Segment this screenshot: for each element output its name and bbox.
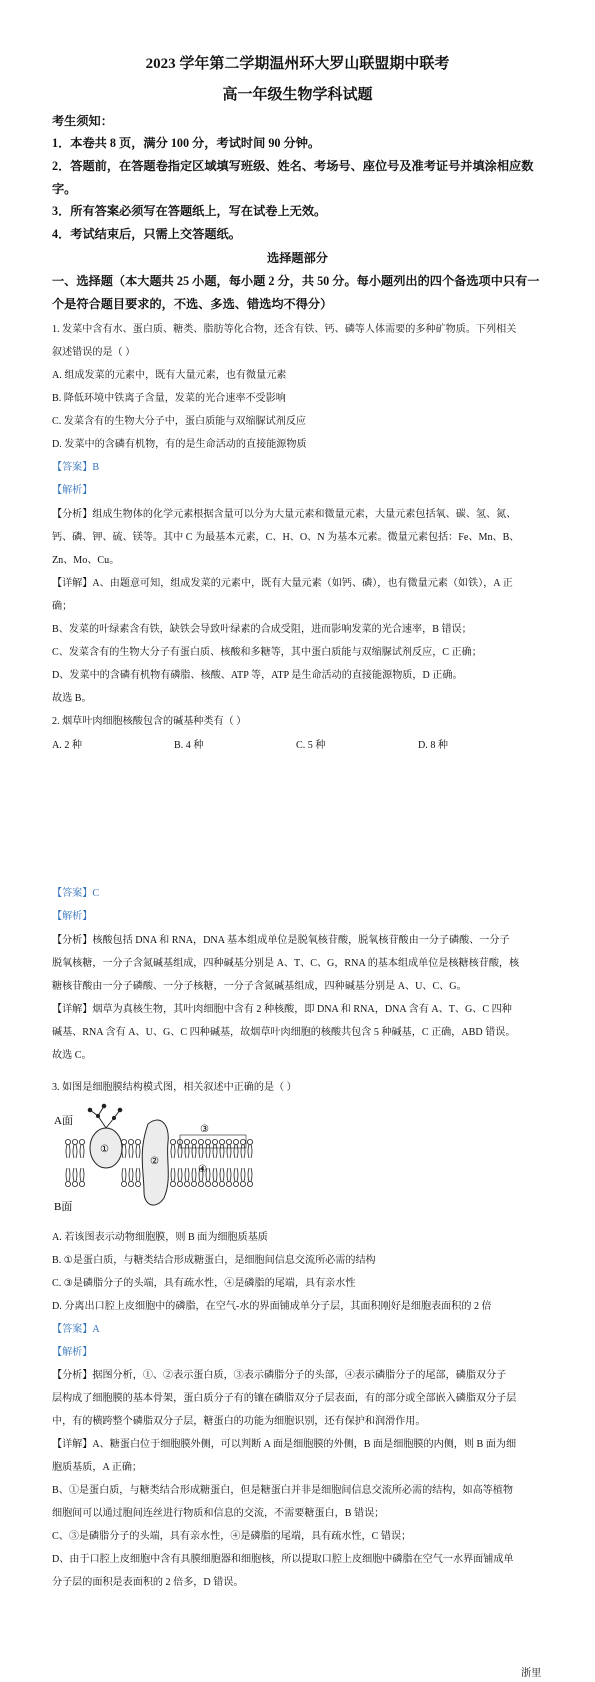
q2-fenxi-2: 脱氧核糖，一分子含氮碱基组成，四种碱基分别是 A、T、C、G，RNA 的基本组成单位是核糖核苷酸，核 <box>52 958 520 969</box>
q3-option-c: C. ③是磷脂分子的头端，具有疏水性，④是磷脂的尾端，具有亲水性 <box>52 1278 356 1289</box>
phospholipid-head <box>205 1139 210 1144</box>
phospholipid-tail <box>80 1145 84 1158</box>
phospholipid-tail <box>227 1168 231 1181</box>
notice-item-2: 2．答题前，在答题卷指定区域填写班级、姓名、考场号、座位号及准考证号并填涂相应数 <box>52 159 534 173</box>
phospholipid-tail <box>248 1168 252 1181</box>
phospholipid-head <box>240 1139 245 1144</box>
phospholipid-tail <box>178 1168 182 1181</box>
q3-xiangjie-3: B、①是蛋白质，与糖类结合形成糖蛋白，但是糖蛋白并非是细胞间信息交流所必需的结构，如高等植物 <box>52 1485 513 1496</box>
phospholipid-tail <box>122 1168 126 1181</box>
phospholipid-head <box>184 1181 189 1186</box>
phospholipid-tail <box>129 1145 133 1158</box>
section-instructions-cont: 个是符合题目要求的，不选、多选、错选均不得分） <box>52 297 333 311</box>
phospholipid-tail <box>66 1145 70 1158</box>
q1-option-d: D. 发菜中的含磷有机物，有的是生命活动的直接能源物质 <box>52 439 307 450</box>
notice-item-2-cont: 字。 <box>52 182 77 196</box>
phospholipid-tail <box>192 1145 196 1158</box>
phospholipid-tail <box>206 1145 210 1158</box>
phospholipid-head <box>191 1181 196 1186</box>
q3-xiangjie-4: 细胞间可以通过胞间连丝进行物质和信息的交流，不需要糖蛋白，B 错误； <box>52 1508 385 1519</box>
q1-xiangjie-4: C、发菜含有的生物大分子有蛋白质、核酸和多糖等，其中蛋白质能与双缩脲试剂反应，C 正确； <box>52 647 482 658</box>
q3-answer: 【答案】A <box>52 1324 100 1335</box>
q1-answer-text: 【答案】B <box>52 462 100 473</box>
q2-option-a: A. 2 种 <box>52 740 83 751</box>
phospholipid-tail <box>199 1145 203 1158</box>
phospholipid-head <box>198 1181 203 1186</box>
glycan-chain <box>88 1104 122 1128</box>
exam-title: 2023 学年第二学期温州环大罗山联盟期中联考 <box>145 56 450 72</box>
cell-membrane-diagram <box>52 1102 262 1214</box>
section-instructions: 一、选择题（本大题共 25 小题，每小题 2 分，共 50 分。每小题列出的四个备选项中只有一 <box>52 274 540 288</box>
phospholipid-tail <box>80 1168 84 1181</box>
q1-xiangjie-6: 故选 B。 <box>52 693 92 704</box>
phospholipid-head <box>65 1139 70 1144</box>
phospholipid-head <box>226 1139 231 1144</box>
phospholipid-head <box>121 1181 126 1186</box>
q3-xiangjie-6: D、由于口腔上皮细胞中含有具膜细胞器和细胞核，所以提取口腔上皮细胞中磷脂在空气一水界面铺成单 <box>52 1554 514 1565</box>
q3-stem: 3. 如图是细胞膜结构模式图，相关叙述中正确的是（ ） <box>52 1082 297 1093</box>
q1-xiangjie-5: D、发菜中的含磷有机物有磷脂、核酸、ATP 等，ATP 是生命活动的直接能源物质，D 正确。 <box>52 670 463 681</box>
label-3: ③ <box>200 1124 209 1135</box>
notice-item-4: 4．考试结束后，只需上交答题纸。 <box>52 227 241 241</box>
phospholipid-tail <box>185 1145 189 1158</box>
q2-option-d: D. 8 种 <box>418 740 449 751</box>
q2-xiangjie-3: 故选 C。 <box>52 1050 92 1061</box>
phospholipid-head <box>170 1139 175 1144</box>
q2-fenxi-1: 【分析】核酸包括 DNA 和 RNA，DNA 基本组成单位是脱氧核苷酸，脱氧核苷酸由一分子磷酸、一分子 <box>52 935 510 946</box>
phospholipid-tail <box>241 1168 245 1181</box>
label-1: ① <box>100 1144 109 1155</box>
q1-fenxi-1: 【分析】组成生物体的化学元素根据含量可以分为大量元素和微量元素，大量元素包括氧、碳、氢、氮、 <box>52 509 517 520</box>
phospholipid-head <box>212 1139 217 1144</box>
q2-stem: 2. 烟草叶肉细胞核酸包含的碱基种类有（ ） <box>52 716 247 727</box>
phospholipid-tail <box>220 1145 224 1158</box>
phospholipid-head <box>233 1139 238 1144</box>
q1-stem-cont: 叙述错误的是（ ） <box>52 347 136 358</box>
q2-fenxi-3: 糖核苷酸由一分子磷酸、一分子核糖，一分子含氮碱基组成，四种碱基分别是 A、U、C、G。 <box>52 981 467 992</box>
q1-stem: 1. 发菜中含有水、蛋白质、糖类、脂肪等化合物，还含有铁、钙、磷等人体需要的多种矿物质。下列相关 <box>52 324 517 335</box>
notice-item-3: 3．所有答案必须写在答题纸上，写在试卷上无效。 <box>52 204 327 218</box>
phospholipid-tail <box>136 1145 140 1158</box>
phospholipid-head <box>128 1139 133 1144</box>
phospholipid-tail <box>129 1168 133 1181</box>
phospholipid-tail <box>66 1168 70 1181</box>
phospholipid-tail <box>248 1145 252 1158</box>
phospholipid-tail <box>73 1145 77 1158</box>
phospholipid-head <box>72 1181 77 1186</box>
q2-analysis-label: 【解析】 <box>52 911 93 922</box>
phospholipid-tail <box>171 1168 175 1181</box>
phospholipid-head <box>135 1139 140 1144</box>
phospholipid-head <box>177 1181 182 1186</box>
q3-option-d: D. 分离出口腔上皮细胞中的磷脂，在空气-水的界面铺成单分子层，其面积刚好是细胞表面积的 2 倍 <box>52 1301 492 1312</box>
q1-fenxi-2: 钙、磷、钾、硫、镁等。其中 C 为最基本元素，C、H、O、N 为基本元素。微量元素包括：Fe、Mn、B、 <box>52 532 520 543</box>
face-b-label: B面 <box>54 1201 73 1213</box>
section-title: 选择题部分 <box>267 251 328 265</box>
phospholipid-head <box>219 1181 224 1186</box>
q2-answer: 【答案】C <box>52 888 100 899</box>
phospholipid-head <box>191 1139 196 1144</box>
q2-option-c: C. 5 种 <box>296 740 326 751</box>
phospholipid-tail <box>122 1145 126 1158</box>
q3-xiangjie-2: 胞质基质，A 正确； <box>52 1462 143 1473</box>
q3-xiangjie-7: 分子层的面积是表面积的 2 倍多，D 错误。 <box>52 1577 244 1588</box>
phospholipid-tail <box>213 1145 217 1158</box>
q3-fenxi-1: 【分析】据图分析，①、②表示蛋白质，③表示磷脂分子的头部，④表示磷脂分子的尾部，磷脂双分子 <box>52 1370 507 1381</box>
phospholipid-head <box>212 1181 217 1186</box>
phospholipid-head <box>135 1181 140 1186</box>
q1-xiangjie-2: 确； <box>52 601 73 612</box>
face-a-label: A面 <box>54 1115 73 1127</box>
phospholipid-head <box>65 1181 70 1186</box>
phospholipid-head <box>205 1181 210 1186</box>
label-2: ② <box>150 1156 159 1167</box>
q3-xiangjie-1: 【详解】A、糖蛋白位于细胞膜外侧，可以判断 A 面是细胞膜的外侧，B 面是细胞膜的内侧，则 B 面为细 <box>52 1439 517 1450</box>
phospholipid-tail <box>192 1168 196 1181</box>
phospholipid-head <box>198 1139 203 1144</box>
label-4: ④ <box>198 1164 207 1175</box>
q3-fenxi-3: 中，有的横跨整个磷脂双分子层，糖蛋白的功能为细胞识别，还有保护和润滑作用。 <box>52 1416 426 1427</box>
q3-analysis-label: 【解析】 <box>52 1347 93 1358</box>
q1-option-c: C. 发菜含有的生物大分子中，蛋白质能与双缩脲试剂反应 <box>52 416 307 427</box>
phospholipid-tail <box>241 1145 245 1158</box>
phospholipid-tail <box>136 1168 140 1181</box>
q2-xiangjie-1: 【详解】烟草为真核生物，其叶肉细胞中含有 2 种核酸，即 DNA 和 RNA，DNA 含有 A、T、G、C 四种 <box>52 1004 512 1015</box>
phospholipid-head <box>247 1181 252 1186</box>
footer-corner-text: 浙里 <box>521 1668 542 1679</box>
q3-xiangjie-5: C、③是磷脂分子的头端，具有亲水性，④是磷脂的尾端，具有疏水性，C 错误； <box>52 1531 412 1542</box>
q1-option-a: A. 组成发菜的元素中，既有大量元素，也有微量元素 <box>52 370 287 381</box>
q1-fenxi-3: Zn、Mo、Cu。 <box>52 555 120 566</box>
q1-option-b: B. 降低环境中铁离子含量，发菜的光合速率不受影响 <box>52 393 286 404</box>
phospholipid-head <box>170 1181 175 1186</box>
phospholipid-tail <box>213 1168 217 1181</box>
exam-subtitle: 高一年级生物学科试题 <box>222 87 373 103</box>
phospholipid-head <box>184 1139 189 1144</box>
phospholipid-head <box>233 1181 238 1186</box>
phospholipid-head <box>247 1139 252 1144</box>
phospholipid-head <box>72 1139 77 1144</box>
phospholipid-head <box>219 1139 224 1144</box>
phospholipid-tail <box>220 1168 224 1181</box>
q2-option-b: B. 4 种 <box>174 740 204 751</box>
phospholipid-head <box>240 1181 245 1186</box>
phospholipid-head <box>79 1139 84 1144</box>
phospholipid-tail <box>73 1168 77 1181</box>
notice-heading: 考生须知： <box>52 114 113 128</box>
q1-xiangjie-3: B、发菜的叶绿素含有铁，缺铁会导致叶绿素的合成受阻，进而影响发菜的光合速率，B 错误； <box>52 624 472 635</box>
phospholipid-tail <box>185 1168 189 1181</box>
q1-answer <box>52 458 99 473</box>
notice-item-1: 1．本卷共 8 页，满分 100 分，考试时间 90 分钟。 <box>52 136 321 150</box>
phospholipid-head <box>79 1181 84 1186</box>
phospholipid-tail <box>171 1145 175 1158</box>
phospholipid-tail <box>234 1145 238 1158</box>
phospholipid-tail <box>234 1168 238 1181</box>
q2-xiangjie-2: 碱基、RNA 含有 A、U、G、C 四种碱基，故烟草叶肉细胞的核酸共包含 5 种碱基，C 正确，ABD 错误。 <box>52 1027 516 1038</box>
phospholipid-head <box>128 1181 133 1186</box>
q3-option-a: A. 若该图表示动物细胞膜，则 B 面为细胞质基质 <box>52 1232 268 1243</box>
q3-fenxi-2: 层构成了细胞膜的基本骨架，蛋白质分子有的镶在磷脂双分子层表面，有的部分或全部嵌入磷脂双分子层 <box>52 1393 517 1404</box>
phospholipid-head <box>226 1181 231 1186</box>
q1-xiangjie-1: 【详解】A、由题意可知，组成发菜的元素中，既有大量元素（如钙、磷），也有微量元素（如铁），A 正 <box>52 578 513 589</box>
phospholipid-tail <box>227 1145 231 1158</box>
q1-analysis-label: 【解析】 <box>52 485 93 496</box>
q3-option-b: B. ①是蛋白质，与糖类结合形成糖蛋白，是细胞间信息交流所必需的结构 <box>52 1255 376 1266</box>
